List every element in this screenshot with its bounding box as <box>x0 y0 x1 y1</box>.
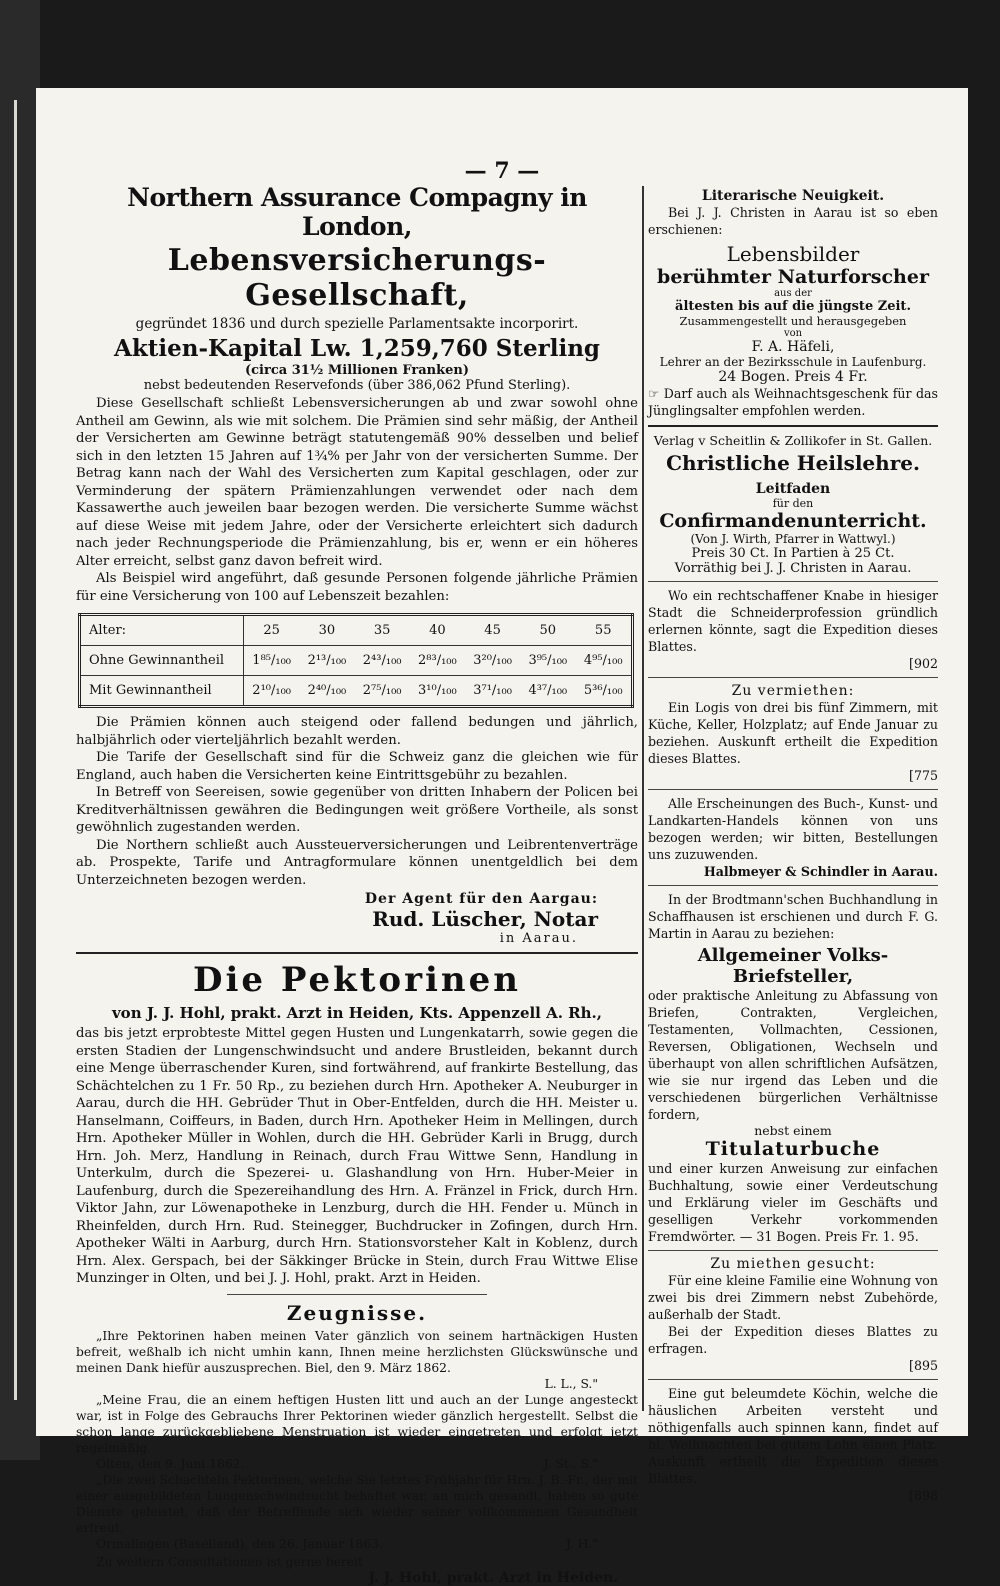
premium-cell: 4⁹⁵/₁₀₀ <box>575 646 632 676</box>
age-cell: 55 <box>575 615 632 646</box>
age-cell: 35 <box>355 615 410 646</box>
northern-para1: Diese Gesellschaft schließt Lebensversicherungen ab und zwar sowohl ohne Antheil am Gewinn, als wie mit solchem. Die Prämien sind sehr mäßig, der Antheil der Versicherten am Gewinne beträgt statutengemäß 90% desselben und belief sich in den letzten 15 Jahren auf 1¾% per Jahr von der versicherten Summe. Der Betrag kann nach der Wahl des Versicherten zum Kapital geschlagen, oder zur Verminderung der spätern Prämienzahlungen verwendet oder nach dem Kassawerthe auch jeweilen baar bezogen werden. Die versicherte Summe wächst auf diese Weise mit jedem Jahre, oder der Versicherte erleichtert sich dadurch nach jeder Rechnungsperiode die Prämienzahlung, bis er, wenn er ein höheres Alter erreicht, selbst ganz davon befreit wird. <box>76 396 638 569</box>
lit-time: ältesten bis auf die jüngste Zeit. <box>675 299 911 314</box>
gesucht-title: Zu miethen gesucht: <box>710 1256 876 1272</box>
page-number: — 7 — <box>464 158 540 184</box>
zeugnis-3-signature: J. H." <box>565 1536 598 1551</box>
newspaper-page <box>36 88 968 1586</box>
lit-intro: Bei J. J. Christen in Aarau ist so eben erschienen: <box>648 205 938 237</box>
zeugnis-2-signature: J. St., S." <box>543 1456 598 1471</box>
premium-cell: 3¹⁰/₁₀₀ <box>418 683 457 698</box>
vermieten-number: [775 <box>909 768 938 783</box>
column-divider <box>642 186 644 1411</box>
book-binding <box>0 0 40 1460</box>
confirm-avail: Vorräthig bei J. J. Christen in Aarau. <box>674 561 912 576</box>
buch-signature: Halbmeyer & Schindler in Aarau. <box>703 864 938 879</box>
table-row-mit <box>80 676 633 707</box>
northern-reserve: nebst bedeutenden Reservefonds (über 386,062 Pfund Sterling). <box>143 378 571 393</box>
lit-price: 24 Bogen. Preis 4 Fr. <box>718 369 868 385</box>
consult-signature: J. J. Hohl, prakt. Arzt in Heiden. <box>368 1569 618 1586</box>
row-label: Mit Gewinnantheil <box>80 676 244 707</box>
section-divider <box>76 952 638 954</box>
confirm-title: Confirmandenunterricht. <box>659 510 927 532</box>
zeugnis-1-signature: L. L., S." <box>544 1376 598 1391</box>
short-divider <box>227 1294 487 1295</box>
age-cell: 40 <box>410 615 465 646</box>
section-divider <box>648 1250 938 1251</box>
lit-gift: ☞ Darf auch als Weihnachtsgeschenk für das Jünglingsalter empfohlen werden. <box>648 386 938 418</box>
verlag-line: Verlag v Scheitlin & Zollikofer in St. Gallen. <box>653 433 933 448</box>
zeugnis-3-footer <box>76 1536 638 1552</box>
section-divider <box>648 1379 938 1380</box>
section-divider <box>648 789 938 790</box>
pektorinen-by: von J. J. Hohl, prakt. Arzt in Heiden, Kts. Appenzell A. Rh., <box>111 1004 603 1022</box>
zeugnis-2-place: Olten, den 9. Juni 1862. <box>96 1456 245 1471</box>
lit-book-2: berühmter Naturforscher <box>657 266 929 288</box>
knabe-ad: Wo ein rechtschaffener Knabe in hiesiger Stadt die Schneiderprofession gründlich erlernen könnte, sagt die Expedition dieses Blattes. <box>648 588 938 654</box>
titular-body: und einer kurzen Anweisung zur einfachen Buchhaltung, sowie einer Verdeutschung und Erklärung vieler im Geschäfts und geselligen Verkehr vorkommenden Fremdwörter. — 31 Bogen. Preis Fr. 1. 95. <box>648 1161 938 1244</box>
koechin-ad: Eine gut beleumdete Köchin, welche die häuslichen Arbeiten versteht und nöthigenfalls auch spinnen kann, findet auf hl. Weihnachten bei gutem Lohn einen Platz. Auskunft ertheilt die Expedition dieses Blattes. <box>648 1386 938 1486</box>
premium-cell: 3²⁰/₁₀₀ <box>465 646 520 676</box>
zeugnisse-title: Zeugnisse. <box>286 1300 428 1325</box>
premium-cell: 1⁸⁵/₁₀₀ <box>244 646 300 676</box>
koechin-number: [898 <box>909 1488 938 1503</box>
table-row-ohne <box>80 646 633 676</box>
northern-para5: In Betreff von Seereisen, sowie gegenüber von dritten Inhabern der Policen bei Kreditverhältnissen gewähren die Bedingungen weit größere Vortheile, als sonst gewöhnlich zugestanden werden. <box>76 785 638 835</box>
premium-cell: 2⁸³/₁₀₀ <box>410 646 465 676</box>
northern-founded: gegründet 1836 und durch spezielle Parlamentsakte incorporirt. <box>135 316 579 332</box>
age-cell: 50 <box>520 615 575 646</box>
nebst: nebst einem <box>754 1123 832 1138</box>
lit-author: F. A. Häfeli, <box>751 339 835 355</box>
leitfaden: Leitfaden <box>755 481 831 497</box>
gesucht-ad: Für eine kleine Familie eine Wohnung von zwei bis drei Zimmern nebst Zubehörde, außerhalb der Stadt. <box>648 1273 938 1322</box>
age-label: Alter: <box>80 615 244 646</box>
left-column <box>76 183 638 1586</box>
zeugnis-2: „Meine Frau, die an einem heftigen Husten litt und auch an der Lunge angesteckt war, ist in Folge des Gebrauchs Ihrer Pektorinen wieder gänzlich hergestellt. Selbst die schon lange zurückgebliebene Menstruation ist wieder eingetreten und erfolgt jetzt regelmäßig. <box>76 1392 638 1455</box>
brief-title: Allgemeiner Volks-Briefsteller, <box>697 945 889 987</box>
section-divider <box>648 677 938 678</box>
zeugnis-2-footer <box>76 1456 638 1472</box>
premium-cell: 4³⁷/₁₀₀ <box>528 683 568 698</box>
premium-cell: 5³⁶/₁₀₀ <box>583 683 623 698</box>
northern-title: Northern Assurance Compagny in London, <box>127 183 587 241</box>
premium-cell: 3⁹⁵/₁₀₀ <box>520 646 575 676</box>
row-label: Ohne Gewinnantheil <box>80 646 244 676</box>
premium-cell: 3⁷¹/₁₀₀ <box>473 683 512 698</box>
lit-von: von <box>783 328 803 339</box>
gesucht-ad-2: Bei der Expedition dieses Blattes zu erfragen. <box>648 1324 938 1356</box>
northern-para6: Die Northern schließt auch Aussteuerversicherungen und Leibrentenverträge ab. Prospekte, Tarife und Antragformulare können unentgeldlich bei dem Unterzeichneten bezogen werden. <box>76 837 638 888</box>
lit-book-1: Lebensbilder <box>726 242 860 266</box>
northern-para2: Als Beispiel wird angeführt, daß gesunde Personen folgende jährliche Prämien für eine Versicherung von 100 auf Lebenszeit bezahlen: <box>76 571 638 604</box>
agent-place: in Aarau. <box>499 931 578 946</box>
agent-line: Der Agent für den Aargau: <box>364 891 598 907</box>
lit-teacher: Lehrer an der Bezirksschule in Laufenburg. <box>659 355 927 369</box>
brod-intro: In der Brodtmann'schen Buchhandlung in Schaffhausen ist erschienen und durch F. G. Martin in Aarau zu beziehen: <box>648 892 938 941</box>
gesucht-number: [895 <box>909 1358 938 1373</box>
northern-para3: Die Prämien können auch steigend oder fallend bedungen und jährlich, halbjährlich oder vierteljährlich bezahlt werden. <box>76 715 638 748</box>
northern-para4: Die Tarife der Gesellschaft sind für die Schweiz ganz die gleichen wie für England, auch haben die Versicherten keine Eintrittsgebühr zu bezahlen. <box>76 750 638 783</box>
table-row-ages <box>80 615 633 646</box>
vermieten-title: Zu vermiethen: <box>731 683 855 699</box>
premium-table <box>78 613 634 708</box>
knabe-number: [902 <box>909 656 938 671</box>
zeugnis-3: „Die zwei Schachteln Pektorinen, welche Sie letztes Frühjahr für Hrn. J. B.-Fr., der mit einer ausgebildeten Lungenschwindsucht behaftet war, an mich gesandt, haben so gute Dienste geleistet, daß der Betreffende sich wieder seiner vollkommenen Gesundheit erfreut. <box>76 1472 638 1535</box>
agent-name: Rud. Lüscher, Notar <box>372 907 598 931</box>
age-cell: 30 <box>299 615 354 646</box>
northern-capital-note: (circa 31½ Millionen Franken) <box>244 363 469 378</box>
age-cell: 25 <box>244 615 300 646</box>
northern-capital: Aktien-Kapital Lw. 1,259,760 Sterling <box>113 335 600 362</box>
premium-cell: 2¹⁰/₁₀₀ <box>252 683 292 698</box>
vermieten-ad: Ein Logis von drei bis fünf Zimmern, mit Küche, Keller, Holzplatz; auf Ende Januar zu beziehen. Auskunft ertheilt die Expedition dieses Blattes. <box>648 700 938 766</box>
confirm-price: Preis 30 Ct. In Partien à 25 Ct. <box>691 546 895 561</box>
zeugnis-1: „Ihre Pektorinen haben meinen Vater gänzlich von seinem hartnäckigen Husten befreit, weßhalb ich nicht umhin kann, Ihnen meine herzlichsten Glückswünsche und meinen Dank hiefür auszusprechen. Biel, den 9. März 1862. <box>76 1328 638 1375</box>
binding-edge <box>14 100 17 1400</box>
fuer-den: für den <box>772 497 814 510</box>
premium-cell: 2⁷⁵/₁₀₀ <box>362 683 402 698</box>
lit-compiled: Zusammengestellt und herausgegeben <box>679 314 907 328</box>
premium-cell: 2¹³/₁₀₀ <box>299 646 354 676</box>
consult-line: Zu weitern Consultationen ist gerne bereit <box>96 1554 363 1569</box>
northern-subtitle: Lebensversicherungs-Gesellschaft, <box>167 243 547 313</box>
premium-cell: 2⁴⁰/₁₀₀ <box>307 683 347 698</box>
right-column <box>648 188 938 1504</box>
section-divider <box>648 581 938 582</box>
zeugnis-3-place: Ormalingen (Baselland), den 26. Januar 1863. <box>96 1536 383 1551</box>
section-divider <box>648 885 938 886</box>
premium-cell: 2⁴³/₁₀₀ <box>355 646 410 676</box>
section-divider <box>648 425 938 427</box>
heils-title: Christliche Heilslehre. <box>666 451 920 475</box>
lit-aus: aus der <box>774 288 812 299</box>
lit-title: Literarische Neuigkeit. <box>701 188 885 204</box>
brief-body: oder praktische Anleitung zu Abfassung von Briefen, Contrakten, Vergleichen, Testamenten, Vollmachten, Cessionen, Reversen, Obligationen, Wechseln und überhaupt von allen schriftlichen Aufsätzen, wie sie nur irgend das Leben und die verschiedenen bürgerlichen Verhältnisse fordern, <box>648 988 938 1122</box>
pektorinen-body: das bis jetzt erprobteste Mittel gegen Husten und Lungenkatarrh, sowie gegen die ersten Stadien der Lungenschwindsucht und andere Brustleiden, bekannt durch eine Menge überraschender Kuren, sind fortwährend, auf frankirte Bestellung, das Schächtelchen zu 1 Fr. 50 Rp., zu beziehen durch Hrn. Apotheker A. Neuburger in Aarau, durch die HH. Gebrüder Thut in Ober-Entfelden, durch die HH. Meister u. Hanselmann, Coiffeurs, in Baden, durch Hrn. Apotheker Heim in Mellingen, durch Hrn. Apotheker Müller in Wohlen, durch die HH. Gebrüder Karli in Brugg, durch Hrn. Joh. Merz, Handlung in Reinach, durch Frau Wittwe Senn, Handlung in Unterkulm, durch die Spezerei- u. Glashandlung von Hrn. Huber-Meier in Laufenburg, durch die Spezereihandlung des Hrn. A. Fränzel in Frick, durch Hrn. Viktor Jahn, zur Löwenapotheke in Lenzburg, durch die HH. Fender u. Münch in Rheinfelden, durch Hrn. Rud. Steinegger, Buchdrucker in Zofingen, durch Hrn. Apotheker Wälti in Aarburg, durch Hrn. Stationsvorsteher Kalt in Koblenz, durch Hrn. Alex. Gerspach, bei der Säkkinger Brücke in Stein, durch Frau Wittwe Elise Munzinger in Olten, und bei J. J. Hohl, prakt. Arzt in Heiden. <box>76 1026 638 1286</box>
titular-title: Titulaturbuche <box>705 1138 881 1160</box>
confirm-by: (Von J. Wirth, Pfarrer in Wattwyl.) <box>690 532 896 546</box>
buch-ad: Alle Erscheinungen des Buch-, Kunst- und Landkarten-Handels können von uns bezogen werden; wir bitten, Bestellungen uns zuzuwenden. <box>648 796 938 862</box>
pektorinen-title: Die Pektorinen <box>193 960 521 1000</box>
age-cell: 45 <box>465 615 520 646</box>
